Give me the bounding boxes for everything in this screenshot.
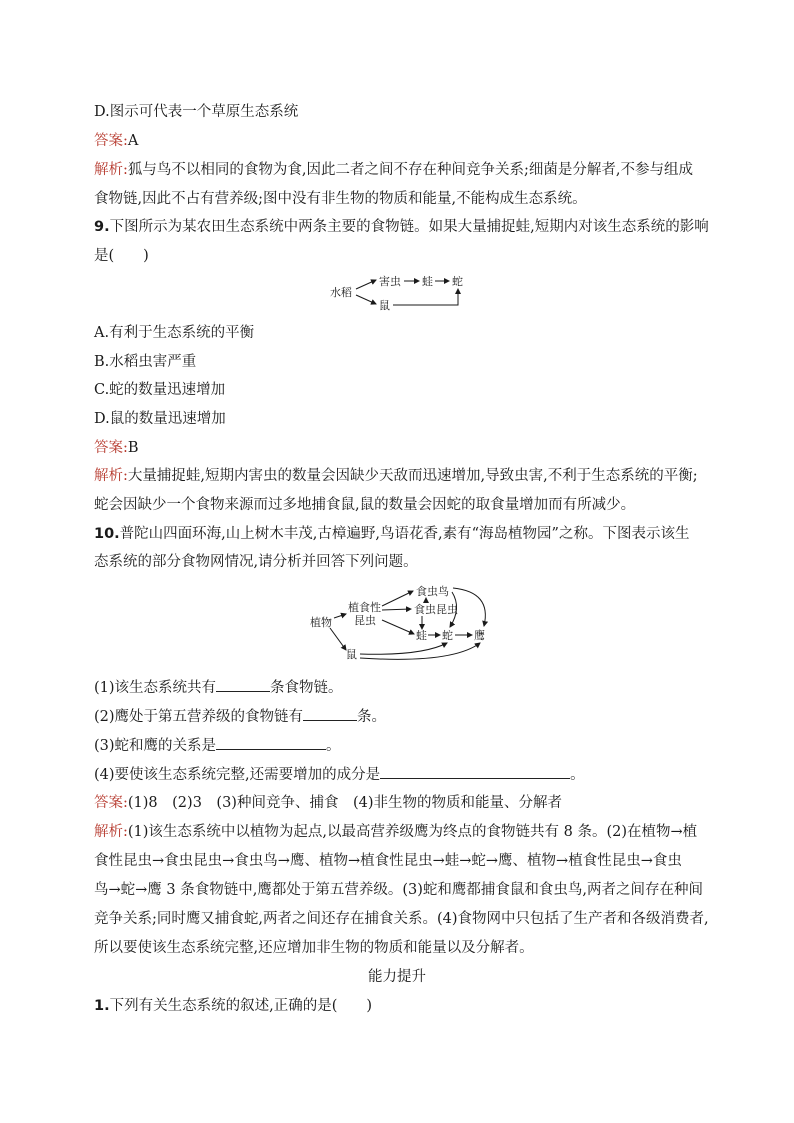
q9-node-frog: 蛙 <box>422 275 433 288</box>
q10-analysis-line-4: 竞争关系;同时鹰又捕食蛇,两者之间还存在捕食关系。(4)食物网中只包括了生产者和各级消费者, <box>94 911 709 927</box>
q10-blank-4 <box>380 764 570 779</box>
q9-option-c: C.蛇的数量迅速增加 <box>94 382 226 398</box>
q10-stem-line-1: 10.普陀山四面环海,山上树木丰茂,古樟遍野,鸟语花香,素有“海岛植物园”之称。下图表示该生 <box>94 526 690 542</box>
q8-answer <box>94 131 138 151</box>
q9-arrow-rat-snake <box>393 289 458 305</box>
q10-answer <box>94 793 562 813</box>
q10-blank-3 <box>216 735 326 750</box>
analysis-label: 解析: <box>94 162 128 178</box>
q10-sub-4: (4)要使该生态系统完整,还需要增加的成分是 。 <box>94 764 585 785</box>
q10-node-insect: 食虫昆虫 <box>414 603 458 616</box>
q10-arrow-plant-herb <box>334 614 346 618</box>
q10-analysis-line-2: 食性昆虫→食虫昆虫→食虫鸟→鹰、植物→植食性昆虫→蛙→蛇→鹰、植物→植食性昆虫→食虫 <box>94 853 682 869</box>
q9-node-rice: 水稻 <box>330 286 352 299</box>
q9-analysis-line-1: 解析:大量捕捉蛙,短期内害虫的数量会因缺少天敌而迅速增加,导致虫害,不利于生态系统的平衡; <box>94 468 698 484</box>
q10-arrow-herb-insect <box>382 609 411 610</box>
q10-node-plant: 植物 <box>310 616 332 629</box>
next-question: 1.下列有关生态系统的叙述,正确的是( ) <box>94 998 373 1014</box>
q10-node-hawk: 鹰 <box>474 629 485 642</box>
q9-option-b: B.水稻虫害严重 <box>94 354 197 370</box>
answer-label: 答案: <box>94 440 128 456</box>
q9-analysis-line-2: 蛇会因缺少一个食物来源而过多地捕食鼠,鼠的数量会因蛇的取食量增加而有所减少。 <box>94 497 636 513</box>
q10-node-rat: 鼠 <box>346 648 357 661</box>
q10-node-bird: 食虫鸟 <box>416 585 449 598</box>
q10-sub-1: (1)该生态系统共有 条食物链。 <box>94 677 343 698</box>
q10-node-herbivore-line-1: 植食性 <box>348 601 381 614</box>
q10-blank-2 <box>303 706 357 721</box>
q9-number: 9. <box>94 219 110 235</box>
q10-sub-2: (2)鹰处于第五营养级的食物链有 条。 <box>94 706 386 727</box>
q10-arrow-herb-frog <box>382 620 414 634</box>
q8-answer-value: A <box>127 133 139 149</box>
section-title: 能力提升 <box>368 969 426 985</box>
q9-stem-line-1: 9.下图所示为某农田生态系统中两条主要的食物链。如果大量捕捉蛙,短期内对该生态系统的影响 <box>94 219 709 235</box>
q9-answer <box>94 438 139 458</box>
q8-analysis-line-1: 解析:狐与鸟不以相同的食物为食,因此二者之间不存在种间竞争关系;细菌是分解者,不参与组成 <box>94 162 693 178</box>
q9-arrow-rice-rat <box>356 295 376 304</box>
q9-stem-line-2: 是( ) <box>94 248 149 264</box>
q10-stem-line-2: 态系统的部分食物网情况,请分析并回答下列问题。 <box>94 554 418 570</box>
analysis-label: 解析: <box>94 468 128 484</box>
q9-node-snake: 蛇 <box>452 275 463 288</box>
q9-food-chain-diagram <box>326 272 476 316</box>
next-question-number: 1. <box>94 998 110 1014</box>
q10-node-herbivore-line-2: 昆虫 <box>354 614 376 627</box>
q9-answer-value: B <box>127 440 139 456</box>
q10-arrow-plant-rat <box>330 628 346 650</box>
analysis-label: 解析: <box>94 824 128 840</box>
q10-analysis-line-3: 鸟→蛇→鹰 3 条食物链中,鹰都处于第五营养级。(3)蛇和鹰都捕食鼠和食虫鸟,两者之间存在种间 <box>94 882 703 898</box>
q10-analysis-line-5: 所以要使该生态系统完整,还应增加非生物的物质和能量以及分解者。 <box>94 940 534 956</box>
q10-sub-3: (3)蛇和鹰的关系是 。 <box>94 735 341 756</box>
q10-node-snake: 蛇 <box>442 629 453 642</box>
q9-arrow-rice-pest <box>356 280 376 289</box>
q10-number: 10. <box>94 526 120 542</box>
q9-option-a: A.有利于生态系统的平衡 <box>94 325 255 341</box>
answer-label: 答案: <box>94 795 128 811</box>
answer-label: 答案: <box>94 133 128 149</box>
q9-node-pest: 害虫 <box>379 275 401 288</box>
q10-arrow-herb-bird <box>382 591 413 606</box>
q9-option-d: D.鼠的数量迅速增加 <box>94 411 226 427</box>
q10-answer-value: (1)8 (2)3 (3)种间竞争、捕食 (4)非生物的物质和能量、分解者 <box>127 795 562 811</box>
q10-analysis-line-1: 解析:(1)该生态系统中以植物为起点,以最高营养级鹰为终点的食物链共有 8 条。(2)在植物→植 <box>94 824 698 840</box>
q10-blank-1 <box>216 677 270 692</box>
prev-option-d: D.图示可代表一个草原生态系统 <box>94 104 299 120</box>
q8-analysis-line-2: 食物链,因此不占有营养级;图中没有非生物的物质和能量,不能构成生态系统。 <box>94 191 587 207</box>
q10-node-frog: 蛙 <box>416 629 427 642</box>
q10-arrow-rat-snake <box>360 643 447 654</box>
q9-node-rat: 鼠 <box>379 299 390 312</box>
q10-food-web-diagram <box>302 578 502 664</box>
